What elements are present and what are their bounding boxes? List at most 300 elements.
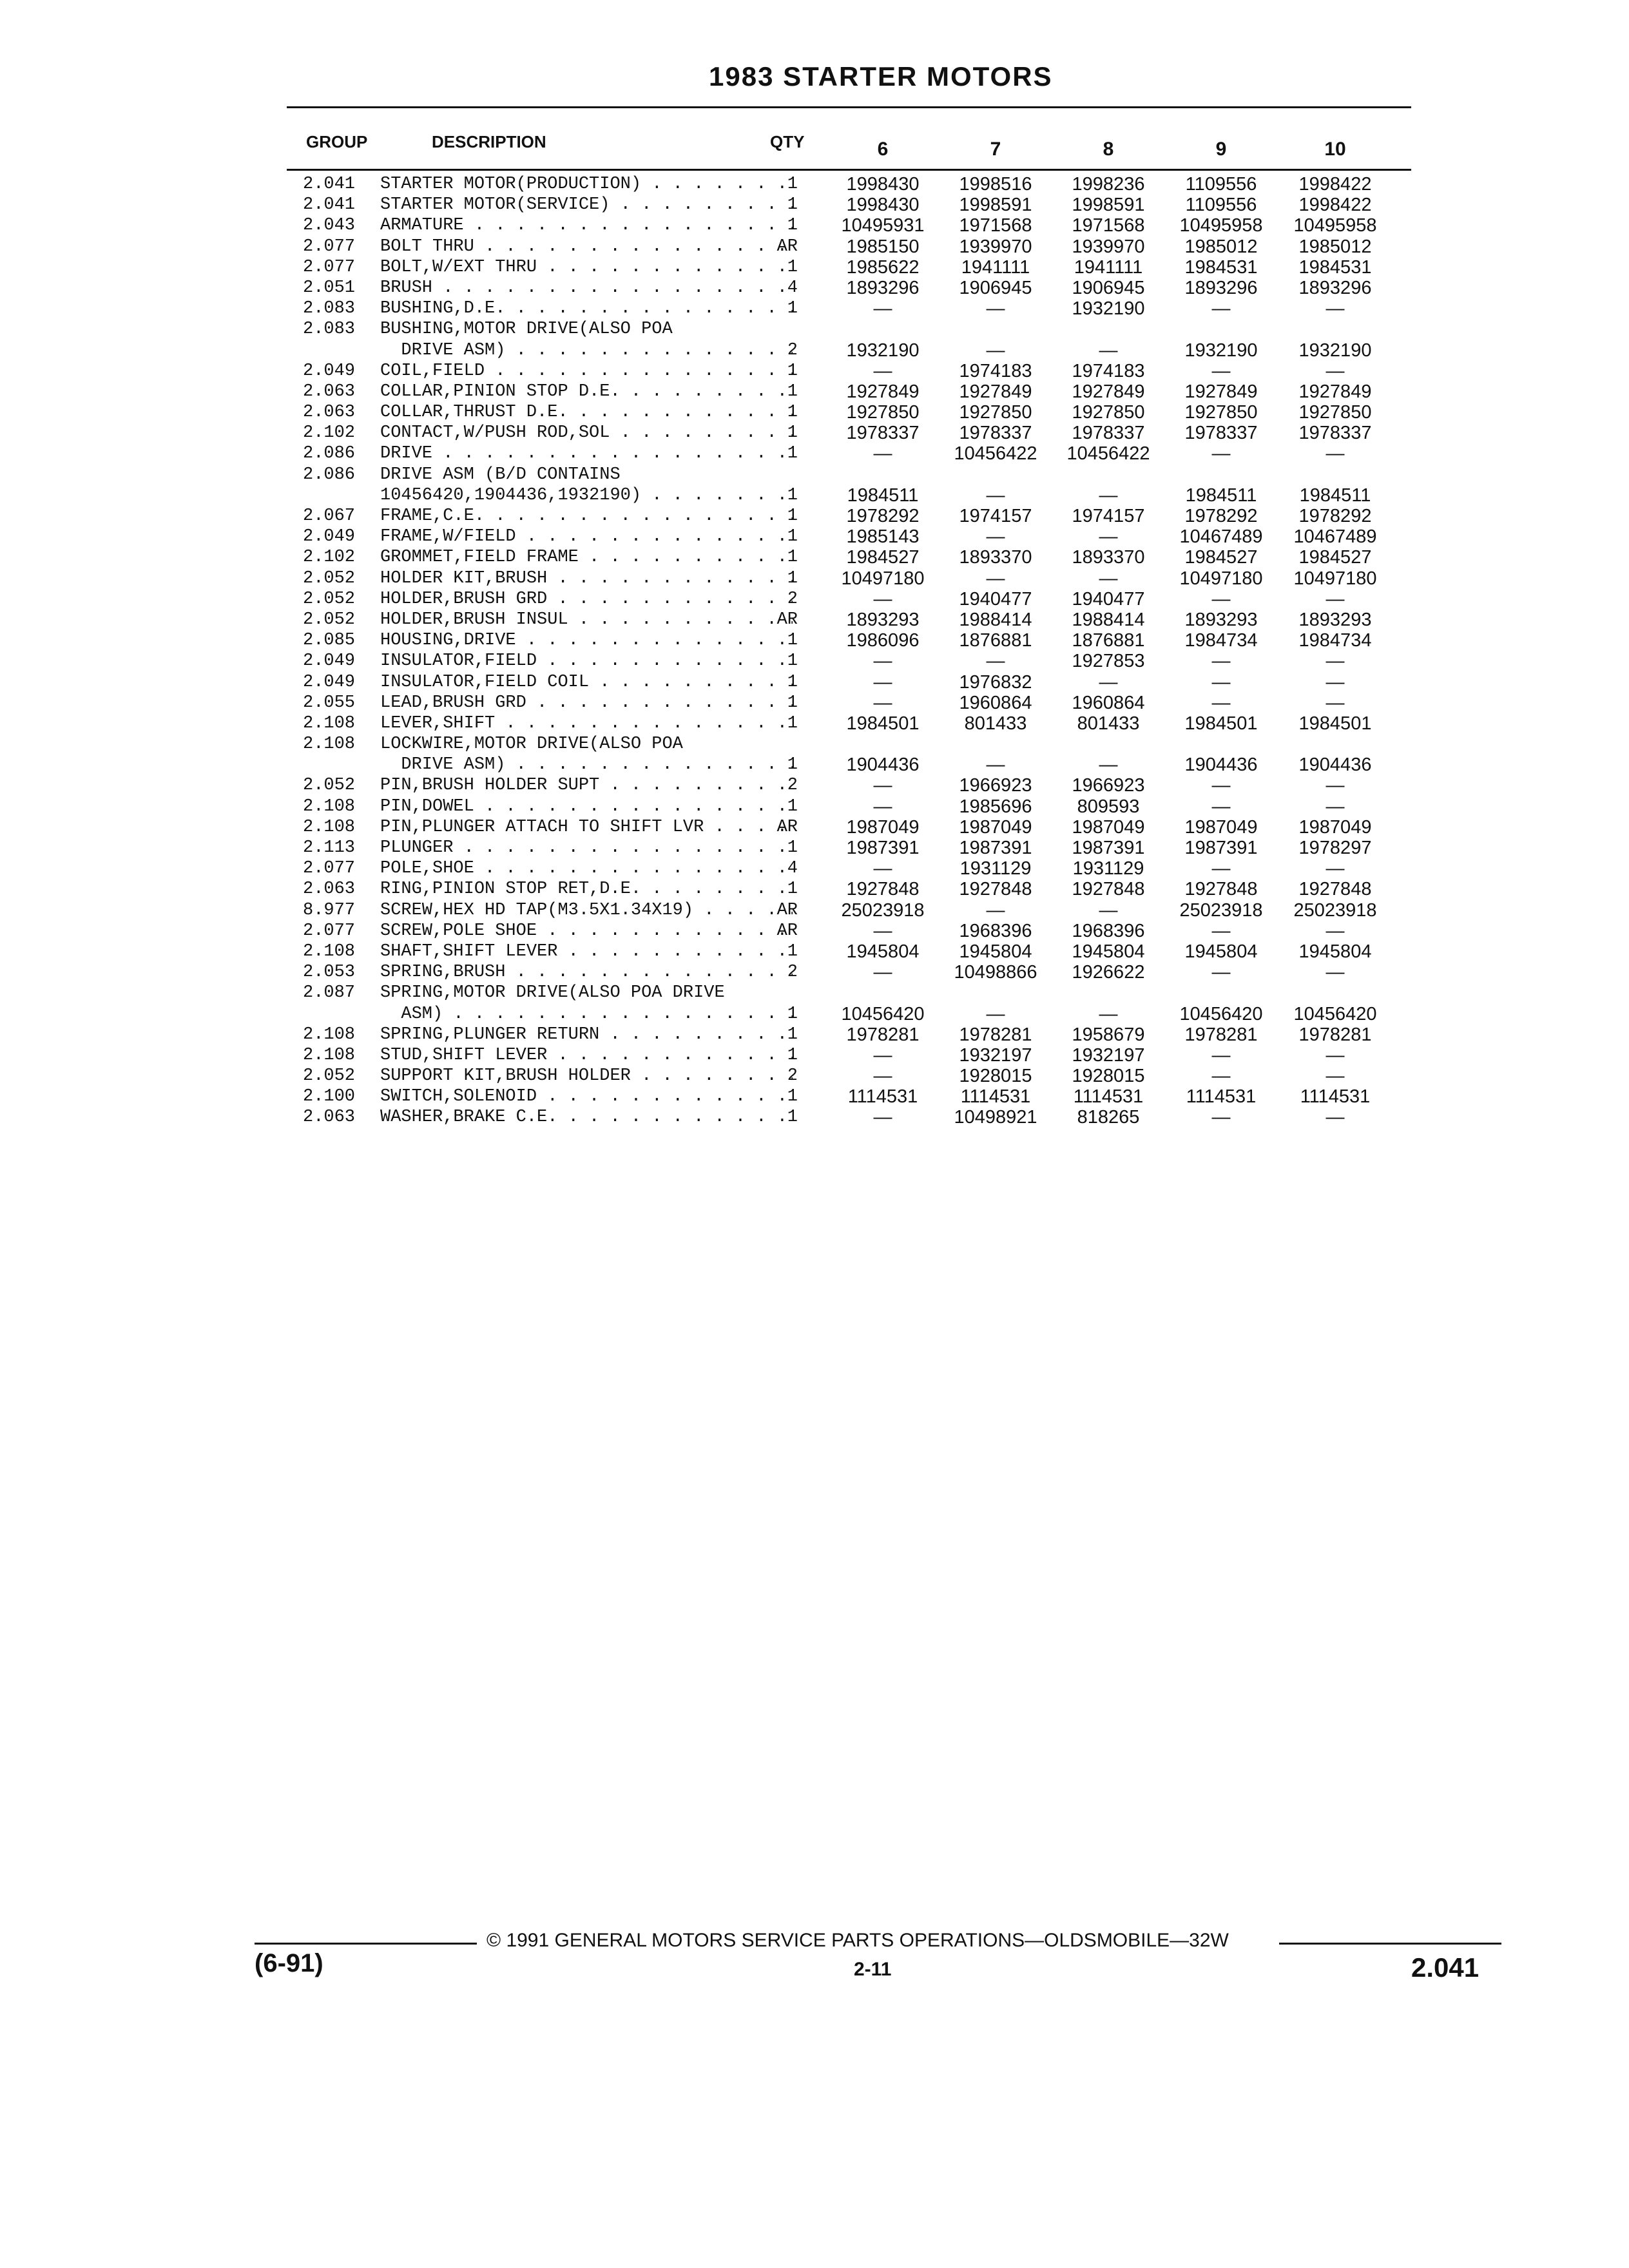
part-number-col-10: — bbox=[1325, 858, 1345, 879]
part-number-col-10: 10495958 bbox=[1293, 215, 1377, 236]
quantity: 1 bbox=[787, 216, 798, 236]
part-number-col-10: 1985012 bbox=[1298, 236, 1372, 257]
part-description: STUD,SHIFT LEVER . . . bbox=[380, 1045, 793, 1066]
part-number-col-9: — bbox=[1211, 692, 1231, 713]
part-number-col-7: 1940477 bbox=[959, 588, 1032, 610]
copyright-line: © 1991 GENERAL MOTORS SERVICE PARTS OPERATIONS—OLDSMOBILE—32W bbox=[487, 1930, 1229, 1951]
part-number-col-10: 1978292 bbox=[1298, 506, 1372, 526]
quantity: AR bbox=[776, 236, 798, 256]
part-description: COIL,FIELD . . . bbox=[380, 361, 793, 381]
table-row bbox=[0, 921, 1629, 941]
quantity: 1 bbox=[787, 423, 798, 443]
part-number-col-9: — bbox=[1211, 298, 1231, 320]
part-number-col-8: 1968396 bbox=[1072, 920, 1145, 941]
part-description: WASHER,BRAKE C.E. . . . bbox=[380, 1107, 793, 1128]
part-number-col-10: — bbox=[1325, 651, 1345, 672]
part-number-col-9: — bbox=[1211, 443, 1231, 465]
part-number-col-9: 1978337 bbox=[1184, 423, 1258, 444]
part-number-col-8: — bbox=[1099, 340, 1118, 361]
group-code: 2.052 bbox=[303, 776, 356, 796]
part-number-col-7: — bbox=[986, 568, 1005, 589]
part-number-col-7: 1987391 bbox=[959, 838, 1032, 858]
part-number-col-6: — bbox=[873, 651, 892, 672]
table-row bbox=[0, 257, 1629, 278]
part-number-col-8: 1927849 bbox=[1072, 381, 1145, 402]
part-number-col-7: 1974157 bbox=[959, 506, 1032, 526]
column-header-group: GROUP bbox=[306, 132, 368, 151]
group-code: 2.067 bbox=[303, 506, 356, 526]
group-code: 2.041 bbox=[303, 175, 356, 194]
part-number-col-8: 1927853 bbox=[1072, 651, 1145, 672]
part-number-col-9: 10495958 bbox=[1179, 215, 1263, 236]
part-number-col-9: — bbox=[1211, 1066, 1231, 1087]
part-number-col-6: 1978292 bbox=[846, 506, 920, 526]
table-row bbox=[0, 298, 1629, 319]
part-number-col-8: — bbox=[1099, 485, 1118, 506]
table-row bbox=[0, 506, 1629, 526]
part-number-col-10: 1984527 bbox=[1298, 547, 1372, 568]
part-number-col-10: 1114531 bbox=[1300, 1086, 1371, 1108]
quantity: 1 bbox=[787, 527, 798, 547]
part-number-col-7: 10498866 bbox=[954, 962, 1037, 983]
part-description: ARMATURE . . . bbox=[380, 215, 793, 236]
part-number-col-8: 1927848 bbox=[1072, 879, 1145, 900]
part-description: SUPPORT KIT,BRUSH HOLDER . . . bbox=[380, 1066, 793, 1086]
quantity: 1 bbox=[787, 672, 798, 692]
quantity: 1 bbox=[787, 485, 798, 505]
part-number-col-7: 10456422 bbox=[954, 443, 1037, 465]
part-number-col-9: 25023918 bbox=[1179, 899, 1263, 921]
part-number-col-9: 1984501 bbox=[1184, 713, 1258, 734]
part-number-col-8: 1928015 bbox=[1072, 1066, 1145, 1087]
part-number-col-8: 1998591 bbox=[1072, 195, 1145, 216]
part-number-col-10: — bbox=[1325, 962, 1345, 983]
part-number-col-6: 1893293 bbox=[846, 609, 920, 630]
part-number-col-6: 1932190 bbox=[846, 340, 920, 361]
part-description: DRIVE ASM (B/D CONTAINS bbox=[380, 465, 621, 485]
column-header-8: 8 bbox=[1103, 139, 1114, 160]
part-description: LEVER,SHIFT . . . bbox=[380, 713, 793, 734]
part-description: SPRING,MOTOR DRIVE(ALSO POA DRIVE bbox=[380, 983, 725, 1003]
part-number-col-6: — bbox=[873, 1044, 892, 1066]
table-row bbox=[0, 236, 1629, 257]
table-row bbox=[0, 1066, 1629, 1086]
header-bottom-rule bbox=[287, 169, 1411, 171]
part-number-col-8: 1932197 bbox=[1072, 1044, 1145, 1066]
part-description: BUSHING,D.E. . . . bbox=[380, 298, 793, 319]
part-number-col-8: 809593 bbox=[1077, 796, 1140, 817]
part-number-col-9: 10497180 bbox=[1179, 568, 1263, 589]
part-number-col-7: 1114531 bbox=[960, 1086, 1031, 1108]
part-number-col-9: 1893296 bbox=[1184, 277, 1258, 298]
part-number-col-7: 1968396 bbox=[959, 920, 1032, 941]
group-code: 2.108 bbox=[303, 1024, 356, 1044]
part-number-col-8: 801433 bbox=[1077, 713, 1140, 734]
part-number-col-9: 10467489 bbox=[1179, 526, 1263, 548]
part-number-col-7: 1974183 bbox=[959, 360, 1032, 381]
group-code: 2.085 bbox=[303, 631, 356, 651]
part-number-col-7: — bbox=[986, 1003, 1005, 1024]
part-description: FRAME,W/FIELD . . . bbox=[380, 526, 793, 547]
quantity: 1 bbox=[787, 1004, 798, 1024]
part-description: PIN,PLUNGER ATTACH TO SHIFT LVR . . . bbox=[380, 817, 793, 838]
quantity: 2 bbox=[787, 340, 798, 360]
part-number-col-7: 1893370 bbox=[959, 547, 1032, 568]
part-description: 10456420,1904436,1932190) . . . bbox=[380, 485, 793, 506]
column-header-10: 10 bbox=[1324, 139, 1346, 160]
table-row bbox=[0, 215, 1629, 236]
part-description: LEAD,BRUSH GRD . . . bbox=[380, 693, 793, 713]
group-code: 2.052 bbox=[303, 1066, 356, 1086]
part-number-col-6: — bbox=[873, 920, 892, 941]
table-row bbox=[0, 610, 1629, 630]
part-number-col-9: 1984527 bbox=[1184, 547, 1258, 568]
part-number-col-9: 1932190 bbox=[1184, 340, 1258, 361]
quantity: 1 bbox=[787, 838, 798, 858]
part-description: FRAME,C.E. . . . bbox=[380, 506, 793, 526]
part-number-col-7: 1876881 bbox=[959, 630, 1032, 651]
table-row bbox=[0, 568, 1629, 589]
part-number-col-7: 1998516 bbox=[959, 174, 1032, 195]
quantity: 1 bbox=[787, 1045, 798, 1065]
part-number-col-7: 10498921 bbox=[954, 1107, 1037, 1128]
quantity: 1 bbox=[787, 506, 798, 526]
part-number-col-9: — bbox=[1211, 1107, 1231, 1128]
part-description: HOLDER,BRUSH GRD . . . bbox=[380, 589, 793, 610]
part-description: SPRING,PLUNGER RETURN . . . bbox=[380, 1024, 793, 1045]
quantity: 2 bbox=[787, 776, 798, 796]
part-number-col-10: — bbox=[1325, 692, 1345, 713]
table-row bbox=[0, 340, 1629, 361]
group-code: 2.100 bbox=[303, 1087, 356, 1107]
part-number-col-8: 1988414 bbox=[1072, 609, 1145, 630]
part-number-col-6: 1986096 bbox=[846, 630, 920, 651]
group-code: 2.049 bbox=[303, 672, 356, 692]
part-number-col-7: 1927848 bbox=[959, 879, 1032, 900]
part-description: INSULATOR,FIELD COIL . . . bbox=[380, 672, 793, 693]
part-number-col-6: — bbox=[873, 1066, 892, 1087]
quantity: 1 bbox=[787, 548, 798, 568]
quantity: 1 bbox=[787, 1108, 798, 1128]
part-description: BOLT,W/EXT THRU . . . bbox=[380, 257, 793, 278]
part-description: HOUSING,DRIVE . . . bbox=[380, 630, 793, 651]
part-number-col-7: 1985696 bbox=[959, 796, 1032, 817]
part-number-col-8: 1939970 bbox=[1072, 236, 1145, 257]
part-number-col-7: 1978281 bbox=[959, 1024, 1032, 1045]
quantity: 1 bbox=[787, 796, 798, 816]
part-number-col-10: 1927848 bbox=[1298, 879, 1372, 900]
part-number-col-10: — bbox=[1325, 1107, 1345, 1128]
part-number-col-7: — bbox=[986, 340, 1005, 361]
quantity: 1 bbox=[787, 175, 798, 194]
quantity: 1 bbox=[787, 299, 798, 319]
quantity: 1 bbox=[787, 257, 798, 277]
table-row bbox=[0, 900, 1629, 921]
part-number-col-6: — bbox=[873, 443, 892, 465]
part-description: BOLT THRU . . . bbox=[380, 236, 793, 257]
part-number-col-10: 1927850 bbox=[1298, 402, 1372, 423]
table-row bbox=[0, 1024, 1629, 1045]
column-header-description: DESCRIPTION bbox=[432, 132, 546, 151]
part-number-col-8: — bbox=[1099, 754, 1118, 776]
part-number-col-7: 1939970 bbox=[959, 236, 1032, 257]
part-number-col-10: 1998422 bbox=[1298, 195, 1372, 216]
part-description: HOLDER KIT,BRUSH . . . bbox=[380, 568, 793, 589]
group-code: 2.052 bbox=[303, 610, 356, 629]
part-number-col-9: — bbox=[1211, 671, 1231, 693]
part-number-col-8: 1960864 bbox=[1072, 692, 1145, 713]
part-number-col-8: — bbox=[1099, 671, 1118, 693]
part-number-col-10: — bbox=[1325, 775, 1345, 796]
group-code: 2.102 bbox=[303, 548, 356, 568]
column-header-7: 7 bbox=[990, 139, 1001, 160]
part-number-col-10: 10456420 bbox=[1293, 1003, 1377, 1024]
part-number-col-10: 1932190 bbox=[1298, 340, 1372, 361]
part-number-col-8: 1940477 bbox=[1072, 588, 1145, 610]
table-row bbox=[0, 713, 1629, 734]
part-number-col-6: — bbox=[873, 858, 892, 879]
part-number-col-7: 1927850 bbox=[959, 402, 1032, 423]
part-number-col-7: 1932197 bbox=[959, 1044, 1032, 1066]
quantity: 1 bbox=[787, 1087, 798, 1107]
part-number-col-9: — bbox=[1211, 360, 1231, 381]
part-number-col-6: 1978281 bbox=[846, 1024, 920, 1045]
group-code: 2.086 bbox=[303, 465, 356, 485]
part-description: STARTER MOTOR(PRODUCTION) . . . bbox=[380, 174, 793, 195]
part-number-col-9: 1978292 bbox=[1184, 506, 1258, 526]
table-row bbox=[0, 402, 1629, 423]
part-description: GROMMET,FIELD FRAME . . . bbox=[380, 547, 793, 568]
group-code: 2.052 bbox=[303, 568, 356, 588]
part-number-col-8: 1945804 bbox=[1072, 941, 1145, 962]
group-code: 2.087 bbox=[303, 983, 356, 1003]
group-code: 2.063 bbox=[303, 879, 356, 899]
part-number-col-8: — bbox=[1099, 568, 1118, 589]
quantity: 1 bbox=[787, 651, 798, 671]
quantity: AR bbox=[776, 900, 798, 920]
part-number-col-7: — bbox=[986, 651, 1005, 672]
group-code: 8.977 bbox=[303, 900, 356, 920]
column-header-6: 6 bbox=[877, 139, 889, 160]
table-row bbox=[0, 775, 1629, 796]
part-description: COLLAR,PINION STOP D.E. . . . bbox=[380, 381, 793, 402]
part-number-col-6: — bbox=[873, 692, 892, 713]
part-number-col-9: 1985012 bbox=[1184, 236, 1258, 257]
part-number-col-10: — bbox=[1325, 671, 1345, 693]
group-code: 2.108 bbox=[303, 1045, 356, 1065]
part-description: BUSHING,MOTOR DRIVE(ALSO POA bbox=[380, 320, 673, 340]
part-number-col-8: 1906945 bbox=[1072, 277, 1145, 298]
part-number-col-9: 1904436 bbox=[1184, 754, 1258, 776]
part-number-col-10: — bbox=[1325, 920, 1345, 941]
part-description: PIN,BRUSH HOLDER SUPT . . . bbox=[380, 775, 793, 796]
part-number-col-8: — bbox=[1099, 526, 1118, 548]
part-description: LOCKWIRE,MOTOR DRIVE(ALSO POA bbox=[380, 735, 683, 754]
part-number-col-8: 1941111 bbox=[1074, 256, 1143, 278]
quantity: 1 bbox=[787, 631, 798, 651]
part-number-col-8: — bbox=[1099, 899, 1118, 921]
part-number-col-7: 1927849 bbox=[959, 381, 1032, 402]
part-number-col-6: 1985143 bbox=[846, 526, 920, 548]
table-row bbox=[0, 754, 1629, 775]
part-number-col-6: — bbox=[873, 298, 892, 320]
part-number-col-6: 1927850 bbox=[846, 402, 920, 423]
part-number-col-10: 1978297 bbox=[1298, 838, 1372, 858]
part-number-col-7: 1978337 bbox=[959, 423, 1032, 444]
part-number-col-8: 1966923 bbox=[1072, 775, 1145, 796]
part-description: PLUNGER . . . bbox=[380, 838, 793, 858]
table-row bbox=[0, 983, 1629, 1003]
part-description: SPRING,BRUSH . . . bbox=[380, 962, 793, 983]
quantity: 4 bbox=[787, 859, 798, 879]
table-row bbox=[0, 526, 1629, 547]
part-number-col-7: 1966923 bbox=[959, 775, 1032, 796]
part-description: DRIVE ASM) . . . bbox=[380, 754, 793, 775]
part-number-col-8: 1927850 bbox=[1072, 402, 1145, 423]
group-code: 2.063 bbox=[303, 403, 356, 423]
part-number-col-9: — bbox=[1211, 651, 1231, 672]
part-number-col-10: 1978281 bbox=[1298, 1024, 1372, 1045]
part-number-col-6: 1945804 bbox=[846, 941, 920, 962]
part-number-col-6: 1893296 bbox=[846, 277, 920, 298]
table-row bbox=[0, 630, 1629, 651]
part-number-col-8: 1893370 bbox=[1072, 547, 1145, 568]
part-number-col-6: — bbox=[873, 1107, 892, 1128]
group-code: 2.108 bbox=[303, 735, 356, 754]
table-row bbox=[0, 651, 1629, 671]
group-code: 2.055 bbox=[303, 693, 356, 713]
page-number: 2-11 bbox=[854, 1959, 892, 1980]
part-number-col-8: 1932190 bbox=[1072, 298, 1145, 320]
part-description: SCREW,POLE SHOE . . . bbox=[380, 921, 793, 941]
part-number-col-10: 1893296 bbox=[1298, 277, 1372, 298]
table-row bbox=[0, 174, 1629, 195]
part-number-col-9: — bbox=[1211, 588, 1231, 610]
part-number-col-7: 1906945 bbox=[959, 277, 1032, 298]
part-number-col-9: — bbox=[1211, 796, 1231, 817]
part-number-col-8: 1974157 bbox=[1072, 506, 1145, 526]
section-number: 2.041 bbox=[1411, 1952, 1480, 1983]
part-number-col-10: — bbox=[1325, 360, 1345, 381]
table-row bbox=[0, 1086, 1629, 1107]
group-code: 2.108 bbox=[303, 817, 356, 837]
part-number-col-6: 1998430 bbox=[846, 195, 920, 216]
part-number-col-8: 1931129 bbox=[1072, 858, 1144, 879]
table-row bbox=[0, 278, 1629, 298]
part-description: DRIVE ASM) . . . bbox=[380, 340, 793, 361]
quantity: AR bbox=[776, 921, 798, 941]
group-code: 2.043 bbox=[303, 216, 356, 236]
group-code: 2.077 bbox=[303, 236, 356, 256]
part-number-col-7: — bbox=[986, 899, 1005, 921]
part-description: SWITCH,SOLENOID . . . bbox=[380, 1086, 793, 1107]
quantity: 1 bbox=[787, 713, 798, 733]
part-number-col-6: 1927848 bbox=[846, 879, 920, 900]
quantity: 1 bbox=[787, 941, 798, 961]
part-number-col-6: 10495931 bbox=[841, 215, 925, 236]
part-number-col-7: 1928015 bbox=[959, 1066, 1032, 1087]
group-code: 2.108 bbox=[303, 941, 356, 961]
quantity: 1 bbox=[787, 381, 798, 401]
part-number-col-6: — bbox=[873, 360, 892, 381]
part-number-col-10: 1945804 bbox=[1298, 941, 1372, 962]
part-number-col-6: 1978337 bbox=[846, 423, 920, 444]
part-number-col-6: 1984511 bbox=[847, 485, 919, 506]
group-code: 2.108 bbox=[303, 796, 356, 816]
part-number-col-6: 1114531 bbox=[847, 1086, 918, 1108]
group-code: 2.077 bbox=[303, 921, 356, 941]
quantity: 2 bbox=[787, 1066, 798, 1086]
part-number-col-9: 1893293 bbox=[1184, 609, 1258, 630]
group-code: 2.063 bbox=[303, 381, 356, 401]
part-number-col-10: 10497180 bbox=[1293, 568, 1377, 589]
part-number-col-9: — bbox=[1211, 1044, 1231, 1066]
part-number-col-8: 1998236 bbox=[1072, 174, 1145, 195]
part-number-col-8: 1974183 bbox=[1072, 360, 1145, 381]
part-number-col-9: — bbox=[1211, 858, 1231, 879]
part-number-col-9: 1114531 bbox=[1186, 1086, 1257, 1108]
footer-rule-left bbox=[255, 1943, 477, 1945]
quantity: 1 bbox=[787, 693, 798, 713]
table-row bbox=[0, 1045, 1629, 1066]
part-number-col-10: 1904436 bbox=[1298, 754, 1372, 776]
column-header-qty: QTY bbox=[770, 132, 805, 151]
part-number-col-7: 1987049 bbox=[959, 816, 1032, 838]
quantity: 1 bbox=[787, 403, 798, 423]
table-row bbox=[0, 547, 1629, 568]
part-number-col-6: 25023918 bbox=[841, 899, 925, 921]
group-code: 2.102 bbox=[303, 423, 356, 443]
part-description: CONTACT,W/PUSH ROD,SOL . . . bbox=[380, 423, 793, 443]
table-row bbox=[0, 817, 1629, 838]
quantity: 4 bbox=[787, 278, 798, 298]
part-description: INSULATOR,FIELD . . . bbox=[380, 651, 793, 671]
group-code: 2.049 bbox=[303, 651, 356, 671]
part-number-col-7: — bbox=[986, 754, 1005, 776]
page-title: 1983 STARTER MOTORS bbox=[709, 61, 1053, 91]
part-number-col-9: 1987391 bbox=[1184, 838, 1258, 858]
table-row bbox=[0, 319, 1629, 340]
part-description: SHAFT,SHIFT LEVER . . . bbox=[380, 941, 793, 962]
table-row bbox=[0, 693, 1629, 713]
part-number-col-6: — bbox=[873, 796, 892, 817]
part-number-col-7: 1945804 bbox=[959, 941, 1032, 962]
part-description: ASM) . . . bbox=[380, 1004, 793, 1024]
part-number-col-6: — bbox=[873, 671, 892, 693]
part-number-col-10: 1998422 bbox=[1298, 174, 1372, 195]
part-number-col-6: 1998430 bbox=[846, 174, 920, 195]
part-number-col-9: — bbox=[1211, 775, 1231, 796]
part-description: STARTER MOTOR(SERVICE) . . . bbox=[380, 195, 793, 215]
part-number-col-7: 1931129 bbox=[959, 858, 1032, 879]
part-number-col-8: 1876881 bbox=[1072, 630, 1145, 651]
group-code: 2.049 bbox=[303, 361, 356, 381]
quantity: 1 bbox=[787, 568, 798, 588]
table-row bbox=[0, 941, 1629, 962]
group-code: 2.063 bbox=[303, 1108, 356, 1128]
part-number-col-7: — bbox=[986, 485, 1005, 506]
table-row bbox=[0, 443, 1629, 464]
part-number-col-9: 10456420 bbox=[1179, 1003, 1263, 1024]
part-number-col-10: 1984511 bbox=[1299, 485, 1371, 506]
part-number-col-6: — bbox=[873, 962, 892, 983]
part-number-col-10: 1984734 bbox=[1298, 630, 1372, 651]
part-number-col-8: 10456422 bbox=[1066, 443, 1150, 465]
table-row bbox=[0, 423, 1629, 443]
part-number-col-8: 1971568 bbox=[1072, 215, 1145, 236]
part-number-col-6: 1987049 bbox=[846, 816, 920, 838]
part-number-col-10: 1987049 bbox=[1298, 816, 1372, 838]
